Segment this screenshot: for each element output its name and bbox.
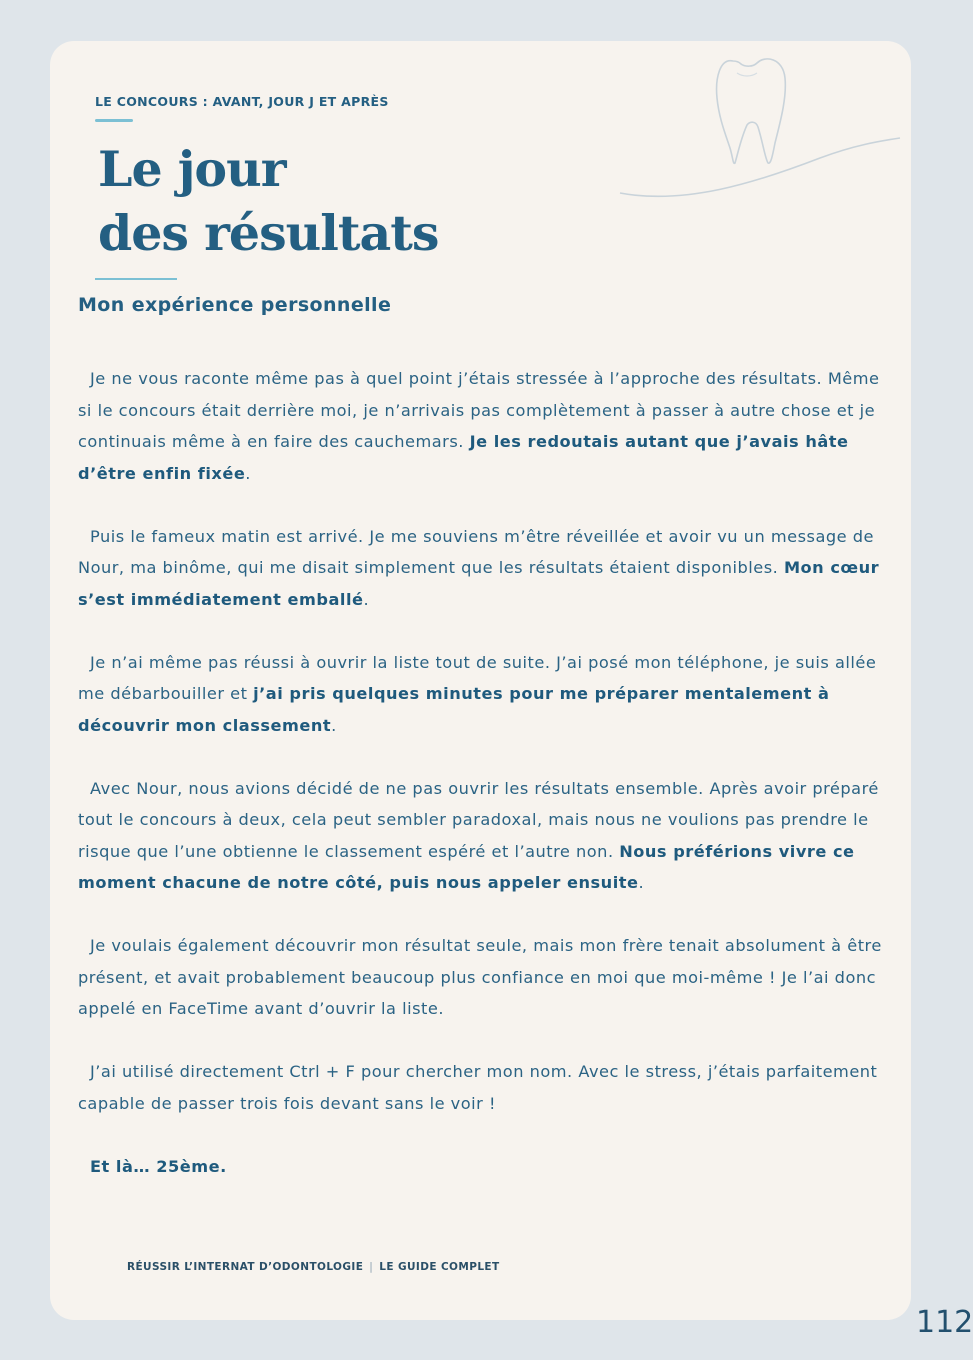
book-page xyxy=(50,41,973,1340)
paragraph: Je voulais également découvrir mon résultat seule, mais mon frère tenait absolument à être présent, et avait probablement beaucoup plus confiance en moi que moi-même ! Je l’ai donc appelé en FaceTime avant d’ouvrir la liste. xyxy=(78,936,882,1018)
emphasis: Je les redoutais autant que j’avais hâte d’être enfin fixée xyxy=(78,432,849,483)
title-line-1: Le jour xyxy=(98,140,286,198)
emphasis: j’ai pris quelques minutes pour me préparer mentalement à découvrir mon classement xyxy=(78,684,830,735)
emphasis: Mon cœur s’est immédiatement emballé xyxy=(78,558,880,609)
kicker-underline xyxy=(95,119,133,122)
body-text xyxy=(78,363,888,1214)
footer-subtitle: LE GUIDE COMPLET xyxy=(379,1261,500,1273)
paragraph: Je ne vous raconte même pas à quel point j’étais stressée à l’approche des résultats. Même si le concours était derrière moi, je n’arrivais pas complètement à passer à autre chose et je continuais même à en faire des cauchemars. Je les redoutais autant que j’avais hâte d’être enfin fixée. xyxy=(78,369,880,483)
footer-separator: | xyxy=(369,1261,374,1273)
section-subtitle: Mon expérience personnelle xyxy=(78,294,392,316)
page-title xyxy=(98,137,439,265)
footer-book-title: RÉUSSIR L’INTERNAT D’ODONTOLOGIE xyxy=(127,1261,364,1273)
page-number: 112 xyxy=(916,1305,973,1340)
title-underline xyxy=(95,278,177,280)
chapter-kicker: LE CONCOURS : AVANT, JOUR J ET APRÈS xyxy=(95,94,389,109)
tooth-icon xyxy=(615,53,905,203)
paragraph: J’ai utilisé directement Ctrl + F pour chercher mon nom. Avec le stress, j’étais parfaitement capable de passer trois fois devant sans le voir ! xyxy=(78,1062,878,1113)
paragraph: Avec Nour, nous avions décidé de ne pas ouvrir les résultats ensemble. Après avoir préparé tout le concours à deux, cela peut sembler paradoxal, mais nous ne voulions pas prendre le risque que l’une obtienne le classement espéré et l’autre non. Nous préférions vivre ce moment chacune de notre côté, puis nous appeler ensuite. xyxy=(78,778,879,892)
title-line-2: des résultats xyxy=(98,204,439,262)
running-footer xyxy=(127,1261,500,1273)
paragraph: Je n’ai même pas réussi à ouvrir la liste tout de suite. J’ai posé mon téléphone, je suis allée me débarbouiller et j’ai pris quelques minutes pour me préparer mentalement à découvrir mon classement. xyxy=(78,652,877,735)
final-line: Et là… 25ème. xyxy=(90,1156,227,1176)
emphasis: Nous préférions vivre ce moment chacune de notre côté, puis nous appeler ensuite xyxy=(78,841,855,892)
paragraph: Puis le fameux matin est arrivé. Je me souviens m’être réveillée et avoir vu un message de Nour, ma binôme, qui me disait simplement que les résultats étaient disponibles. Mon cœur s’est immédiatement emballé. xyxy=(78,526,880,609)
